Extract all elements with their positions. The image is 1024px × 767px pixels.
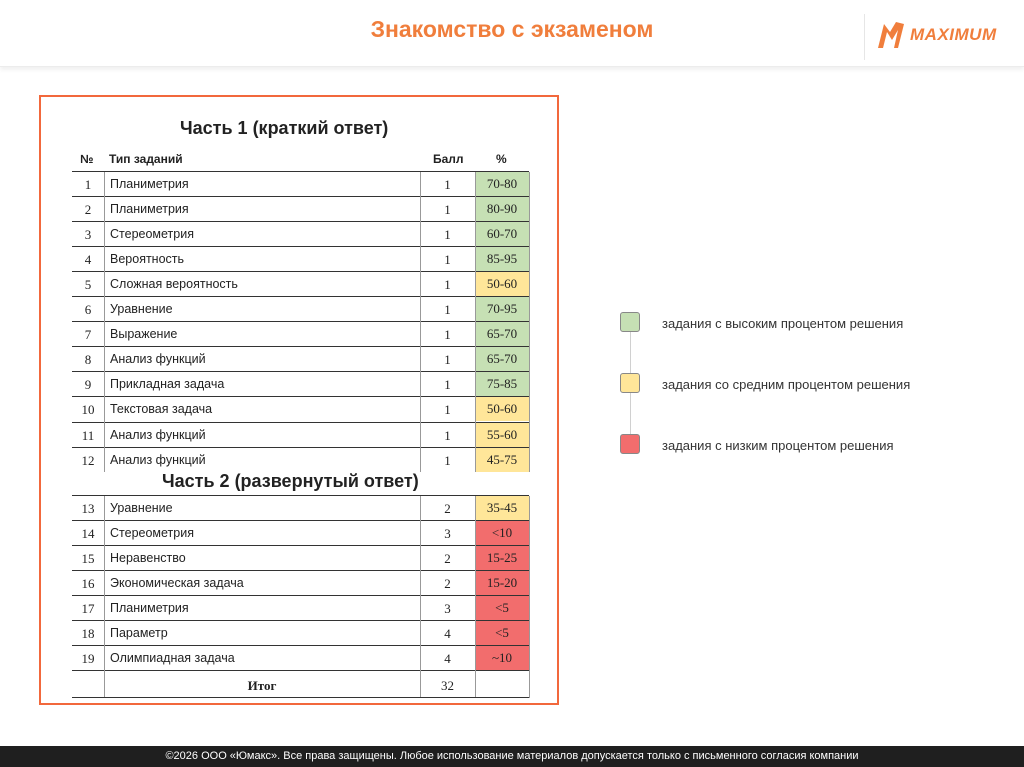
row-number: 16 [81,576,95,592]
task-type: Уравнение [110,302,173,317]
row-number: 9 [84,377,92,393]
task-score: 1 [444,227,451,243]
maximum-logo[interactable] [874,14,1024,56]
pct-cell: 70-80 [475,172,529,196]
task-type: Планиметрия [110,601,189,616]
task-score: 1 [444,452,451,468]
column-divider [104,172,105,472]
row-number: 12 [81,452,95,468]
pct-cell: 15-20 [475,571,529,595]
pct-cell: 15-25 [475,546,529,570]
total-bottom-line [72,697,529,698]
legend-label-low: задания с низким процентом решения [662,438,894,453]
task-score: 1 [444,402,451,418]
pct-cell: 80-90 [475,197,529,221]
row-number: 19 [81,651,95,667]
column-divider [475,172,476,472]
task-type: Анализ функций [110,352,206,367]
task-type: Стереометрия [110,526,194,541]
row-number: 15 [81,551,95,567]
logo-text: MAXIMUM [910,25,997,44]
col-header-type: Тип заданий [109,152,183,166]
pct-cell: 45-75 [475,448,529,472]
task-score: 1 [444,377,451,393]
page-title: Знакомство с экзаменом [370,16,654,42]
pct-cell: 70-95 [475,297,529,321]
part2-top-line [72,495,529,496]
task-type: Анализ функций [110,427,206,442]
task-type: Анализ функций [110,452,206,467]
task-type: Сложная вероятность [110,277,238,292]
row-number: 13 [81,501,95,516]
copyright-text: ©2026 ООО «Юмакс». Все права защищены. Любое использование материалов допускается только с письменного согласия компании [165,750,859,762]
task-score: 1 [444,302,451,318]
pct-cell: <5 [475,596,529,620]
column-divider [420,496,421,698]
task-type: Экономическая задача [110,576,244,591]
legend-swatch-high [620,312,640,332]
legend-swatch-low [620,434,640,454]
col-header-num: № [80,152,94,166]
task-type: Прикладная задача [110,377,225,392]
row-number: 6 [84,302,92,318]
task-type: Олимпиадная задача [110,651,235,666]
row-number: 1 [84,177,92,192]
col-header-score: Балл [433,152,464,166]
column-divider [420,172,421,472]
pct-cell: 65-70 [475,322,529,346]
task-score: 1 [444,327,451,343]
task-type: Уравнение [110,501,173,515]
task-score: 3 [444,601,451,617]
pct-cell: 85-95 [475,247,529,271]
legend-swatch-medium [620,373,640,393]
task-score: 2 [444,501,451,516]
pct-cell: 75-85 [475,372,529,396]
row-number: 14 [81,526,95,542]
pct-cell: 65-70 [475,347,529,371]
row-number: 8 [84,352,92,368]
pct-cell: 55-60 [475,423,529,447]
task-type: Параметр [110,626,168,641]
row-number: 2 [84,202,92,218]
task-score: 3 [444,526,451,542]
task-score: 1 [444,177,451,192]
row-number: 4 [84,252,92,268]
row-number: 7 [84,327,92,343]
part1-title: Часть 1 (краткий ответ) [180,118,389,138]
legend-label-medium: задания со средним процентом решения [662,377,911,392]
row-number: 18 [81,626,95,642]
task-score: 2 [444,576,451,592]
task-score: 1 [444,277,451,293]
row-number: 11 [81,427,95,443]
task-type: Планиметрия [110,177,189,191]
row-number: 5 [84,277,92,293]
header-divider [864,14,865,60]
task-score: 1 [444,427,451,443]
task-score: 4 [444,626,451,642]
task-type: Выражение [110,327,178,342]
pct-cell: ~10 [475,646,529,670]
task-score: 4 [444,651,451,667]
task-score: 1 [444,352,451,368]
task-type: Неравенство [110,551,186,566]
column-divider [529,496,530,698]
task-score: 2 [444,551,451,567]
pct-cell: <5 [475,621,529,645]
task-score: 1 [444,202,451,218]
pct-cell: 50-60 [475,272,529,296]
row-number: 10 [81,402,95,418]
task-score: 1 [444,252,451,268]
column-divider [475,496,476,698]
footer [0,746,1024,767]
logo-mark-icon [874,18,908,52]
task-type: Текстовая задача [110,402,213,417]
header [0,0,1024,67]
total-score: 32 [441,678,454,693]
part2-title: Часть 2 (развернутый ответ) [162,471,419,491]
col-header-pct: % [496,152,507,166]
task-type: Стереометрия [110,227,194,242]
column-divider [104,496,105,698]
task-type: Планиметрия [110,202,189,217]
task-type: Вероятность [110,252,185,267]
row-number: 3 [84,227,92,243]
total-label: Итог [247,678,277,693]
pct-cell: <10 [475,521,529,545]
column-divider [529,172,530,472]
row-number: 17 [81,601,95,617]
row-separator [72,670,529,671]
pct-cell: 35-45 [475,496,529,520]
legend-label-high: задания с высоким процентом решения [662,316,904,331]
pct-cell: 60-70 [475,222,529,246]
pct-cell: 50-60 [475,397,529,421]
